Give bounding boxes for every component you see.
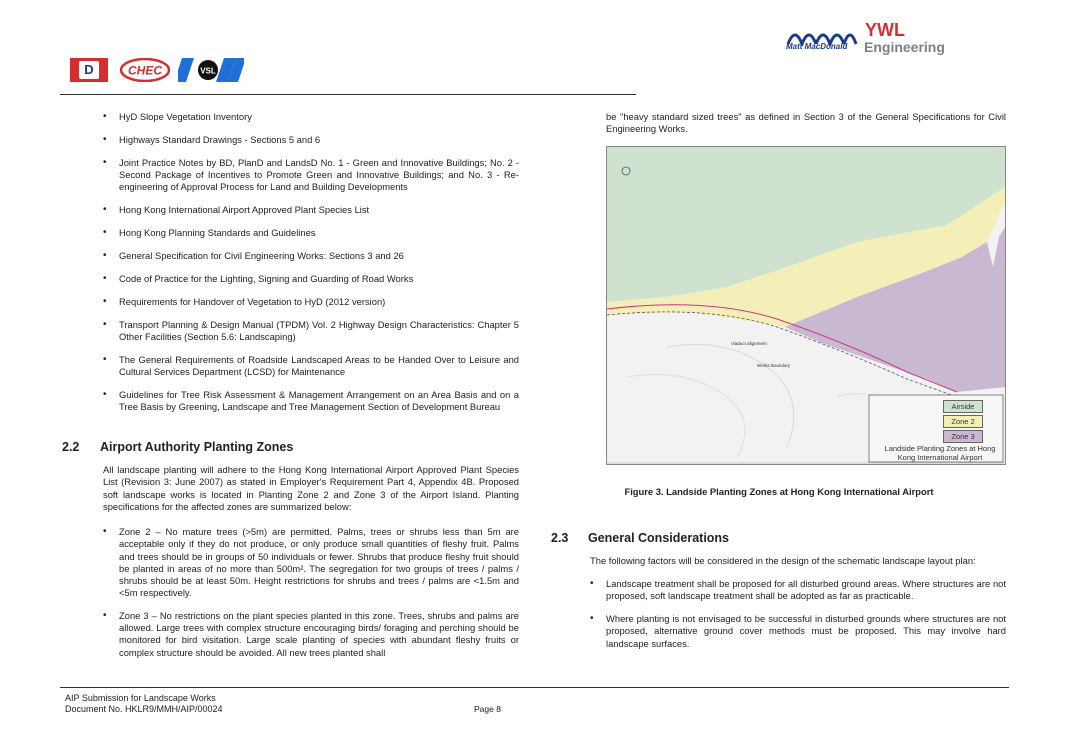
right-continuation-text: be "heavy standard sized trees" as defined in Section 3 of the General Specifications for Civil Engineering Works. <box>606 111 1006 135</box>
list-item: • General Specification for Civil Engineering Works: Sections 3 and 26 <box>101 250 519 262</box>
planting-zones-map <box>606 146 1006 465</box>
svg-text:VSL: VSL <box>200 66 216 76</box>
map-label-works-boundary: Works Boundary <box>757 363 791 368</box>
list-item: • Hong Kong International Airport Approved Plant Species List <box>101 204 519 216</box>
partner-brand-top: YWL <box>865 20 905 40</box>
legend-airside: Airside <box>943 400 983 413</box>
list-item: • Guidelines for Tree Risk Assessment & Management Arrangement on an Area Basis and on a Tree Basis by Greening, Landscape and Tree Management Section of Development Bureau <box>101 389 519 414</box>
section-2-3-title: General Considerations <box>588 531 730 545</box>
list-item: • Zone 2 – No mature trees (>5m) are permitted. Palms, trees or shrubs less than 5m are acceptable only if they do not produce, or only produce small quantities of fleshy fruit. Palms and trees should be in groups of 50 individuals or fewer. Shrubs that produce fleshy fruit should be planted in areas of no more than 500m². The segregation for two groups of trees / palms / shrubs should be at least 50m. Height restrictions for shrubs and trees / palms are <1.5m and <5m respectively. <box>101 526 519 600</box>
figure-caption: Figure 3. Landside Planting Zones at Hong Kong International Airport <box>624 486 934 497</box>
list-item: • The General Requirements of Roadside Landscaped Areas to be Handed Over to Leisure and Cultural Services Department (LCSD) for Maintenance <box>101 354 519 379</box>
svg-text:CHEC: CHEC <box>127 63 163 78</box>
section-2-2-title: Airport Authority Planting Zones <box>100 440 294 454</box>
legend-zone-2: Zone 2 <box>943 415 983 428</box>
list-item: • Hong Kong Planning Standards and Guidelines <box>101 227 519 239</box>
header-rule <box>60 94 636 95</box>
list-item: • Zone 3 – No restrictions on the plant species planted in this zone. Trees, shrubs and palms are allowed. Large trees with complex structure encouraging birds/ foraging and perching should be monitored for bird visitation. Large scale planting of species with abundant fleshy fruits or complex structure should be avoided. All new trees planted shall <box>101 610 519 659</box>
left-bullet-list <box>101 111 519 424</box>
section-2-3-number: 2.3 <box>551 531 569 545</box>
list-item: • Landscape treatment shall be proposed for all disturbed ground areas. Where structures are not proposed, soft landscape treatment shall be adopted as far as practicable. <box>588 578 1006 603</box>
zone-bullet-list <box>101 526 519 670</box>
considerations-bullet-list <box>588 578 1006 661</box>
list-item: • Joint Practice Notes by BD, PlanD and LandsD No. 1 - Green and Innovative Buildings; No. 2 - Second Package of Incentives to Promote Green and Innovative Buildings; and No. 3 - Re-engineering of Approval Process for Land and Building Developments <box>101 157 519 194</box>
logo-chec <box>120 58 170 82</box>
list-item: • Transport Planning & Design Manual (TPDM) Vol. 2 Highway Design Characteristics: Chapter 5 Other Facilities (Section 5.6: Landscaping) <box>101 319 519 344</box>
footer-line-2: Document No. HKLR9/MMH/AIP/00024 <box>65 704 223 714</box>
list-item: • HyD Slope Vegetation Inventory <box>101 111 519 123</box>
footer-line-1: AIP Submission for Landscape Works <box>65 693 216 703</box>
map-label-viaduct: Viaduct alignment <box>731 341 767 346</box>
map-legend-caption: Landside Planting Zones at Hong Kong International Airport <box>884 444 996 462</box>
logo-d: D <box>70 58 108 82</box>
footer-rule <box>60 687 1009 688</box>
page-number: Page 8 <box>474 704 501 714</box>
partner-logo <box>786 20 966 60</box>
section-2-2-intro: All landscape planting will adhere to the Hong Kong International Airport Approved Plant Species List (Revision 3: June 2007) as stated in Employer's Requirement Part 4, Appendix 4B. Proposed soft landscape works is located in Planting Zone 2 and Zone 3 of the Airport Island. Planting specifications for the affected zones are summarized below: <box>103 464 519 512</box>
legend-zone-3: Zone 3 <box>943 430 983 443</box>
partner-company: Matt MacDonald <box>786 42 848 51</box>
logo-vsl <box>178 58 244 82</box>
list-item: • Where planting is not envisaged to be successful in disturbed grounds where structures are not proposed, alternative ground cover methods must be proposed. This may involve hard landscape surfaces. <box>588 613 1006 650</box>
list-item: • Code of Practice for the Lighting, Signing and Guarding of Road Works <box>101 273 519 285</box>
partner-brand-bottom: Engineering <box>864 39 945 55</box>
list-item: • Highways Standard Drawings - Sections 5 and 6 <box>101 134 519 146</box>
list-item: • Requirements for Handover of Vegetation to HyD (2012 version) <box>101 296 519 308</box>
section-2-2-number: 2.2 <box>62 440 80 454</box>
section-2-3-intro: The following factors will be considered in the design of the schematic landscape layout plan: <box>590 555 976 566</box>
